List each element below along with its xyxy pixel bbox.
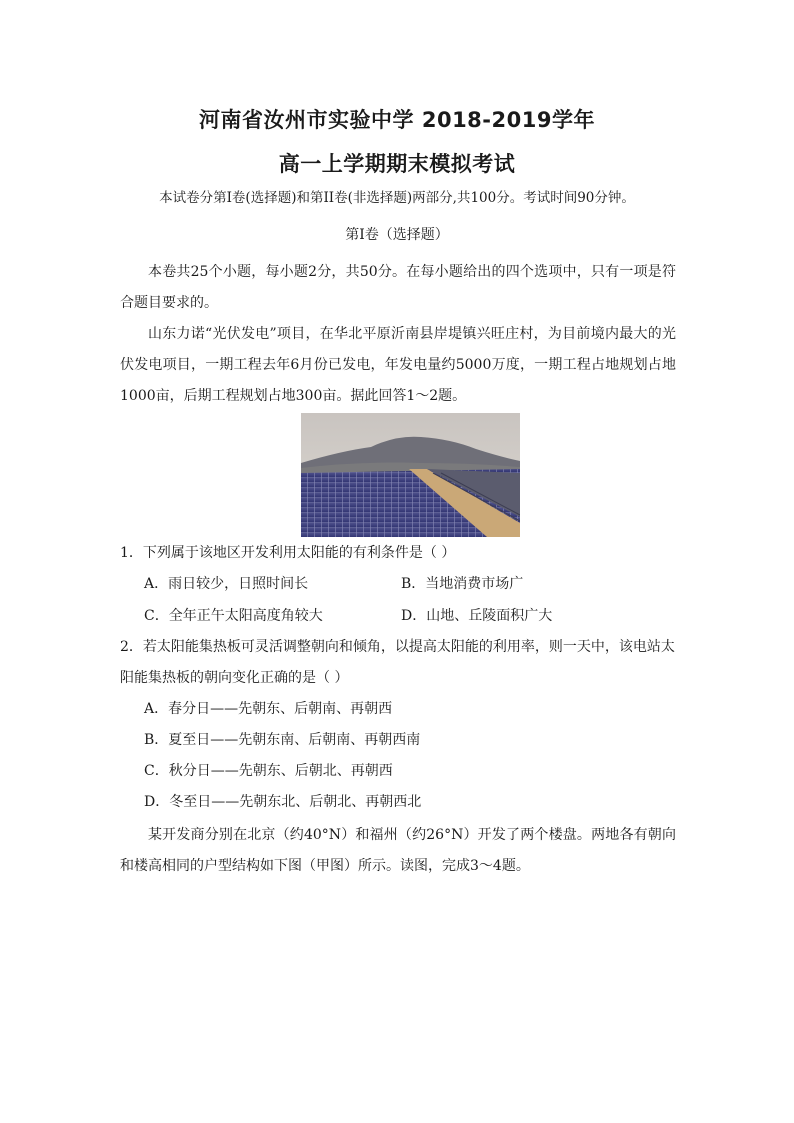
question-2-stem: 2．若太阳能集热板可灵活调整朝向和倾角，以提高太阳能的利用率，则一天中，该电站太阳能集热板的朝向变化正确的是（ ） [120,639,675,686]
question-1-stem: 1．下列属于该地区开发利用太阳能的有利条件是（ ） [120,545,456,561]
question-1-option-a: A．雨日较少，日照时间长 [144,576,309,592]
question-1-option-b: B．当地消费市场广 [401,576,524,592]
section-heading: 第Ⅰ卷（选择题） [345,227,449,243]
question-1-option-d: D．山地、丘陵面积广大 [401,608,553,624]
solar-farm-photo [301,413,520,537]
exam-subtitle: 高一上学期期末模拟考试 [278,152,516,176]
passage-solar-project: 山东力诺“光伏发电”项目，在华北平原沂南县岸堤镇兴旺庄村，为目前境内最大的光伏发电项目，一期工程去年6月份已发电，年发电量约5000万度，一期工程占地规划占地1000亩，后期工程规划占地300亩。据此回答1～2题。 [120,326,676,404]
question-1-option-c: C．全年正午太阳高度角较大 [144,608,323,624]
question-2-option-d: D．冬至日——先朝东北、后朝北、再朝西北 [144,794,422,810]
question-2-option-a: A．春分日——先朝东、后朝南、再朝西 [144,701,393,717]
exam-title: 河南省汝州市实验中学 2018-2019学年 [199,108,595,132]
exam-info: 本试卷分第Ⅰ卷(选择题)和第II卷(非选择题)两部分,共100分。考试时间90分钟。 [159,190,635,206]
section-instructions: 本卷共25个小题，每小题2分，共50分。在每小题给出的四个选项中，只有一项是符合题目要求的。 [120,264,676,311]
passage-housing: 某开发商分别在北京（约40°N）和福州（约26°N）开发了两个楼盘。两地各有朝向和楼高相同的户型结构如下图（甲图）所示。读图，完成3～4题。 [120,827,676,874]
question-2-option-b: B．夏至日——先朝东南、后朝南、再朝西南 [144,732,421,748]
question-2-option-c: C．秋分日——先朝东、后朝北、再朝西 [144,763,393,779]
